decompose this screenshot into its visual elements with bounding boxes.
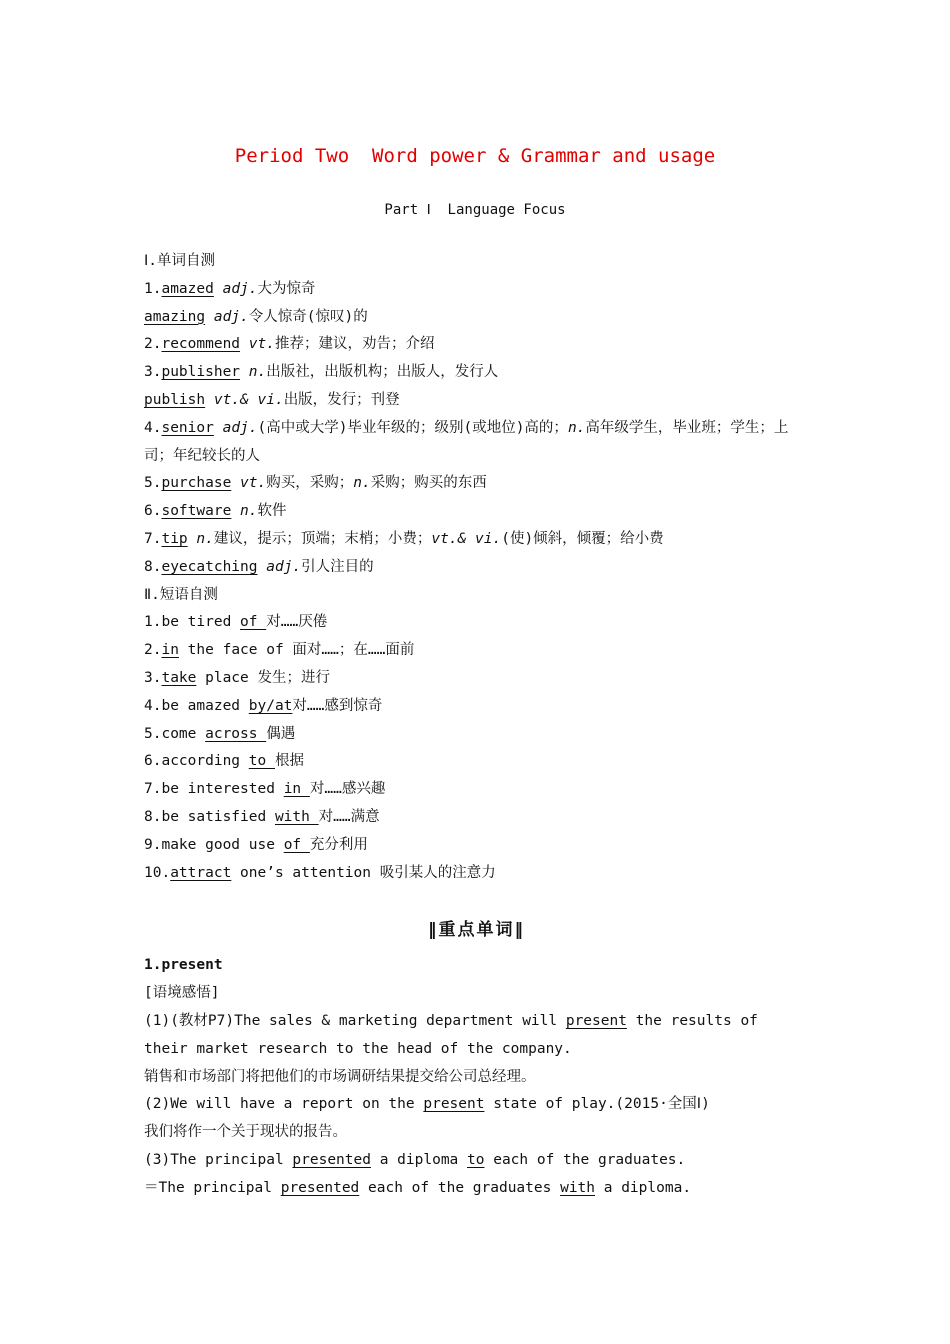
section-heading: Ⅰ.单词自测 [144,253,216,269]
phrase-blank: in [161,642,179,659]
phrase-prefix: 1.be tired [144,614,241,631]
vocab-word: eyecatching [161,558,258,575]
phrase-prefix: 5.come [144,725,206,742]
phrase-line [144,776,809,804]
item-number: 8. [144,558,162,575]
keyword-title: 1.present [144,957,223,974]
phrase-prefix: 3. [144,669,162,686]
item-number: 3. [144,364,162,381]
phrase-suffix: 对……感兴趣 [309,781,386,798]
part-of-speech: vt.& vi. [431,530,502,547]
phrase-line [144,609,809,637]
phrase-line [144,860,809,888]
example-sentence [144,1008,809,1064]
vocab-word: amazed [161,280,214,297]
document-body [144,248,809,1203]
definition: 购买，采购； [266,475,354,492]
example-text: (1)(教材P7)The sales & marketing department will [144,1012,566,1029]
example-keyword: present [565,1012,627,1029]
part-of-speech: n. [567,419,586,436]
item-number: 2. [144,336,162,353]
vocab-word: publisher [161,364,241,381]
phrase-line [144,721,809,749]
phrase-line [144,693,809,721]
page-title: Period Two Word power & Grammar and usage [234,145,716,167]
vocab-word: purchase [161,475,232,492]
phrase-suffix: 对……感到惊奇 [292,697,383,714]
phrase-blank: with [274,808,319,825]
definition: 建议，提示；顶端；末梢；小费； [213,530,432,547]
phrase-suffix: 充分利用 [309,836,368,853]
vocab-word: recommend [161,336,241,353]
phrase-blank: take [161,669,197,686]
vocab-line [144,359,809,387]
example-keyword: with [560,1179,596,1196]
vocab-word: publish [144,391,206,408]
example-text: a diploma. [595,1179,692,1196]
phrase-suffix: place 发生；进行 [196,669,330,686]
example-text: each of the graduates. [484,1151,686,1168]
phrase-prefix: 10. [144,864,171,881]
phrase-blank: by/at [248,697,293,714]
vocab-line [144,331,809,359]
item-number: 4. [144,419,162,436]
example-text: (2)We will have a report on the [144,1096,424,1113]
part-of-speech: n. [353,475,371,492]
part-of-speech: n. [196,530,214,547]
definition: 推荐；建议，劝告；介绍 [274,336,435,353]
part-of-speech: vt. [248,336,275,353]
definition: (高中或大学)毕业年级的；级别(或地位)高的； [257,419,568,436]
definition: 采购；购买的东西 [370,475,487,492]
phrase-blank: of [283,836,310,853]
definition: (使)倾斜，倾覆；给小费 [501,530,664,547]
example-text: ＝The principal [144,1179,281,1196]
item-number: 6. [144,503,162,520]
phrase-prefix: 4.be amazed [144,697,249,714]
example-text: state of play.(2015·全国Ⅰ) [484,1096,710,1113]
phrase-blank: attract [170,864,232,881]
phrase-line [144,748,809,776]
phrase-suffix: 对……满意 [318,808,380,825]
phrase-suffix: 偶遇 [266,725,296,742]
item-number: 5. [144,475,162,492]
example-translation: 我们将作一个关于现状的报告。 [144,1124,347,1141]
example-sentence [144,1147,809,1175]
vocab-line [144,554,809,582]
phrase-suffix: one’s attention 吸引某人的注意力 [231,864,496,881]
part-of-speech: adj. [266,558,302,575]
section-heading: Ⅱ.短语自测 [144,586,218,603]
example-keyword: to [467,1151,485,1168]
phrase-suffix: 根据 [274,753,304,770]
definition: 出版社，出版机构；出版人，发行人 [266,364,499,381]
example-sentence [144,1091,809,1119]
phrase-prefix: 9.make good use [144,836,284,853]
vocab-line [144,498,809,526]
context-label: [语境感悟] [144,985,220,1002]
phrase-prefix: 6.according [144,753,249,770]
definition: 高年级学生，毕业班；学生；上司；年纪较长的人 [144,419,789,464]
keywords-heading: ‖重点单词‖ [428,920,525,941]
part-of-speech: n. [240,503,258,520]
phrase-line [144,637,809,665]
vocab-line [144,415,809,471]
phrase-blank: of [240,614,267,631]
part-of-speech: adj. [213,308,249,325]
part-of-speech: n. [248,364,267,381]
phrase-prefix: 2. [144,642,162,659]
vocab-line [144,470,809,498]
part-of-speech: adj. [222,419,258,436]
example-translation: 销售和市场部门将把他们的市场调研结果提交给公司总经理。 [144,1068,536,1085]
vocab-line [144,304,809,332]
phrase-blank: in [283,781,310,798]
phrase-line [144,804,809,832]
example-text: (3)The principal [144,1151,293,1168]
definition: 令人惊奇(惊叹)的 [248,308,368,325]
definition: 软件 [257,503,287,520]
part-of-speech: vt.& vi. [213,391,284,408]
definition: 出版，发行；刊登 [283,391,400,408]
definition: 大为惊奇 [257,280,316,297]
part-of-speech: adj. [222,280,258,297]
example-keyword: presented [280,1179,360,1196]
phrase-suffix: 对……厌倦 [266,614,328,631]
item-number: 7. [144,530,162,547]
page-subtitle: Part Ⅰ Language Focus [384,202,566,218]
part-of-speech: vt. [240,475,267,492]
vocab-line [144,387,809,415]
vocab-word: senior [161,419,214,436]
phrase-line [144,832,809,860]
phrase-blank: to [248,753,275,770]
example-text: a diploma [370,1151,468,1168]
example-keyword: present [423,1096,485,1113]
example-text: the results of their market research to the head of the company. [144,1012,767,1057]
vocab-word: amazing [144,308,206,325]
phrase-blank: across [205,725,267,742]
definition: 引人注目的 [301,558,374,575]
vocab-line [144,526,809,554]
phrase-line [144,665,809,693]
example-text: each of the graduates [359,1179,561,1196]
vocab-word: software [161,503,232,520]
example-sentence [144,1175,809,1203]
phrase-suffix: the face of 面对……；在……面前 [178,642,415,659]
phrase-prefix: 8.be satisfied [144,808,275,825]
example-keyword: presented [292,1151,371,1168]
vocab-word: tip [161,530,188,547]
vocab-line [144,276,809,304]
phrase-prefix: 7.be interested [144,781,284,798]
item-number: 1. [144,280,162,297]
